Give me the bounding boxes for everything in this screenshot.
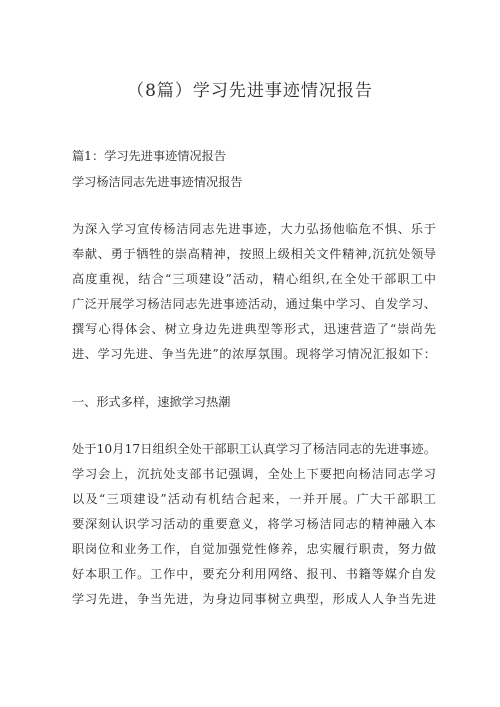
document-subtitle: 学习杨洁同志先进事迹情况报告 [72, 175, 243, 189]
paragraph-line: 撰写心得体会、树立身边先进典型等形式，迅速营造了“崇尚先 [72, 322, 436, 336]
paragraph-line: 学习先进，争当先进，为身边同事树立典型，形成人人争当先进 [72, 592, 436, 606]
paragraph-line: 奉献、勇于牺牲的崇高精神，按照上级相关文件精神,沉抗处领导 [72, 247, 436, 261]
document-title: （8篇）学习先进事迹情况报告 [127, 81, 373, 101]
section-label: 篇1：学习先进事迹情况报告 [72, 149, 227, 163]
paragraph-line: 处于10月17日组织全处干部职工认真学习了杨洁同志的先进事迹。 [72, 442, 436, 456]
paragraph-line: 学习会上，沉抗处支部书记强调，全处上下要把向杨洁同志学习 [72, 467, 436, 481]
paragraph-line: 为深入学习宣传杨洁同志先进事迹，大力弘扬他临危不惧、乐于 [72, 222, 436, 236]
paragraph-line: 职岗位和业务工作，自觉加强党性修养，忠实履行职责，努力做 [72, 542, 436, 556]
paragraph-line: 广泛开展学习杨洁同志先进事迹活动，通过集中学习、自发学习、 [72, 297, 436, 311]
paragraph-line: 好本职工作。工作中，要充分利用网络、报刊、书籍等媒介自发 [72, 567, 436, 581]
paragraph-line: 进、学习先进、争当先进”的浓厚氛围。现将学习情况汇报如下： [72, 347, 436, 361]
paragraph-line: 以及“三项建设”活动有机结合起来，一并开展。广大干部职工 [72, 492, 436, 506]
paragraph-line: 要深刻认识学习活动的重要意义，将学习杨洁同志的精神融入本 [72, 517, 436, 531]
section-heading: 一、形式多样，速掀学习热潮 [72, 395, 231, 409]
paragraph-line: 高度重视，结合“三项建设”活动，精心组织,在全处干部职工中 [72, 272, 436, 286]
